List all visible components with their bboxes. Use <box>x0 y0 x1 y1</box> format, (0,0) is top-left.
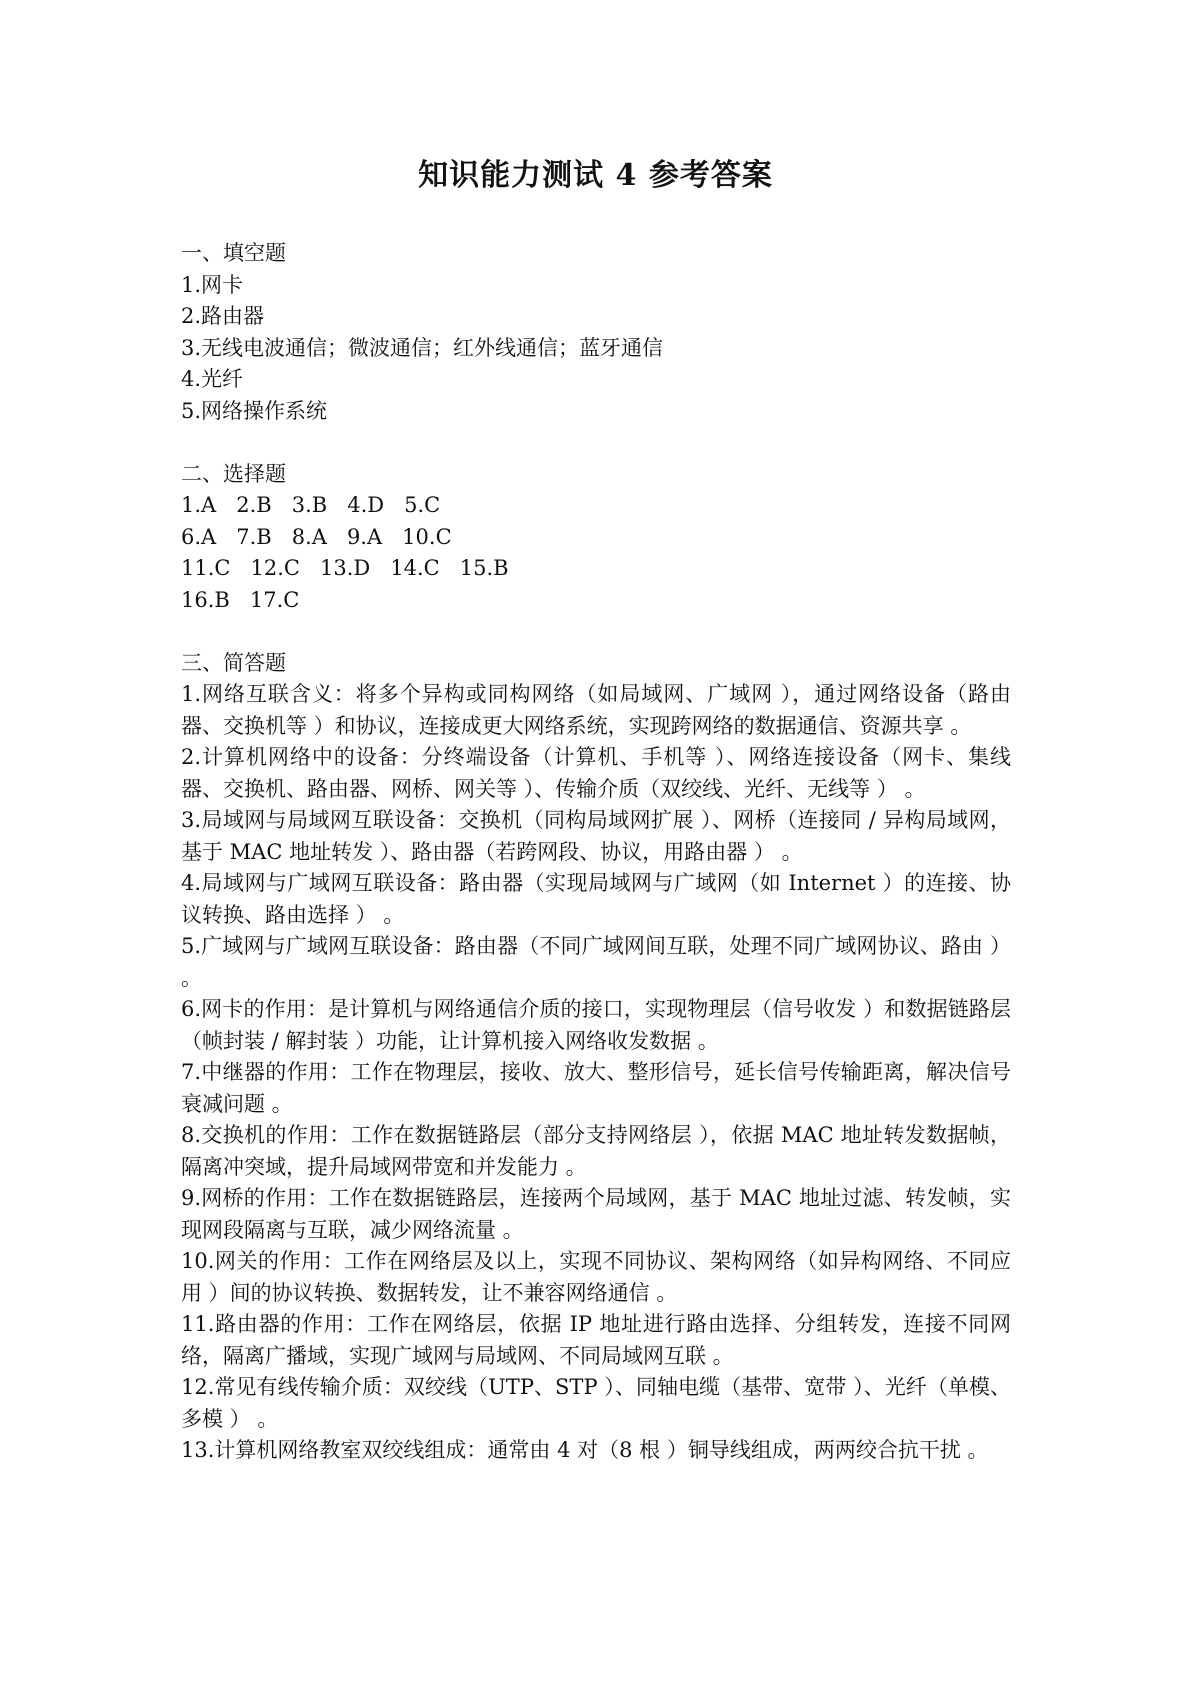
short-answer-item: 7.中继器的作用：工作在物理层，接收、放大、整形信号，延长信号传输距离，解决信号衰减问题 。 <box>181 1060 1011 1116</box>
short-answer-item: 4.局域网与广域网互联设备：路由器（实现局域网与广域网（如 Internet ）的连接、协议转换、路由选择 ） 。 <box>181 871 1011 927</box>
short-answer-item: 11.路由器的作用：工作在网络层，依据 IP 地址进行路由选择、分组转发，连接不同网络，隔离广播域，实现广域网与局域网、不同局域网互联 。 <box>181 1312 1011 1368</box>
short-answer-item: 6.网卡的作用：是计算机与网络通信介质的接口，实现物理层（信号收发 ）和数据链路层（帧封装 / 解封装 ）功能，让计算机接入网络收发数据 。 <box>181 997 1011 1053</box>
short-answer-item: 3.局域网与局域网互联设备：交换机（同构局域网扩展 ）、网桥（连接同 / 异构局域网，基于 MAC 地址转发 ）、路由器（若跨网段、协议，用路由器 ） 。 <box>181 808 1011 864</box>
short-answer-item: 1.网络互联含义：将多个异构或同构网络（如局域网、广域网 ），通过网络设备（路由器、交换机等 ）和协议，连接成更大网络系统，实现跨网络的数据通信、资源共享 。 <box>181 682 1011 738</box>
short-answer-item: 2.计算机网络中的设备：分终端设备（计算机、手机等 ）、网络连接设备（网卡、集线器、交换机、路由器、网桥、网关等 ）、传输介质（双绞线、光纤、无线等 ） 。 <box>181 745 1011 801</box>
page-title: 知识能力测试 4 参考答案 <box>418 158 773 193</box>
short-answer-item: 10.网关的作用：工作在网络层及以上，实现不同协议、架构网络（如异构网络、不同应用 ）间的协议转换、数据转发，让不兼容网络通信 。 <box>181 1249 1011 1305</box>
section-heading: 一、填空题 <box>181 241 286 265</box>
choice-answer-row: 1.A 2.B 3.B 4.D 5.C <box>181 493 441 517</box>
choice-answer-row: 16.B 17.C <box>181 587 300 612</box>
short-answer-item: 12.常见有线传输介质：双绞线（UTP、STP ）、同轴电缆（基带、宽带 ）、光纤（单模、多模 ） 。 <box>181 1375 1011 1431</box>
answer-item: 5.网络操作系统 <box>181 398 328 423</box>
answer-item: 4.光纤 <box>181 367 244 391</box>
section-heading: 三、简答题 <box>181 650 286 675</box>
short-answer-item: 9.网桥的作用：工作在数据链路层，连接两个局域网，基于 MAC 地址过滤、转发帧，实现网段隔离与互联，减少网络流量 。 <box>181 1186 1011 1242</box>
answer-item: 3.无线电波通信；微波通信；红外线通信；蓝牙通信 <box>181 335 664 360</box>
section-multiple-choice <box>181 459 1011 617</box>
section-short-answer <box>181 648 1011 1467</box>
choice-answer-row: 6.A 7.B 8.A 9.A 10.C <box>181 524 452 549</box>
choice-answer-row: 11.C 12.C 13.D 14.C 15.B <box>181 556 509 580</box>
answer-item: 2.路由器 <box>181 304 265 328</box>
document-body <box>181 238 1011 1467</box>
short-answer-item: 8.交换机的作用：工作在数据链路层（部分支持网络层 ），依据 MAC 地址转发数据帧，隔离冲突域，提升局域网带宽和并发能力 。 <box>181 1123 1011 1179</box>
short-answer-item: 5.广域网与广域网互联设备：路由器（不同广域网间互联，处理不同广域网协议、路由 ） 。 <box>181 934 1011 990</box>
answer-item: 1.网卡 <box>181 272 244 297</box>
short-answer-item: 13.计算机网络教室双绞线组成：通常由 4 对（8 根 ）铜导线组成，两两绞合抗干扰 。 <box>181 1438 989 1462</box>
section-fill-in-blank <box>181 238 1011 427</box>
section-heading: 二、选择题 <box>181 461 286 486</box>
